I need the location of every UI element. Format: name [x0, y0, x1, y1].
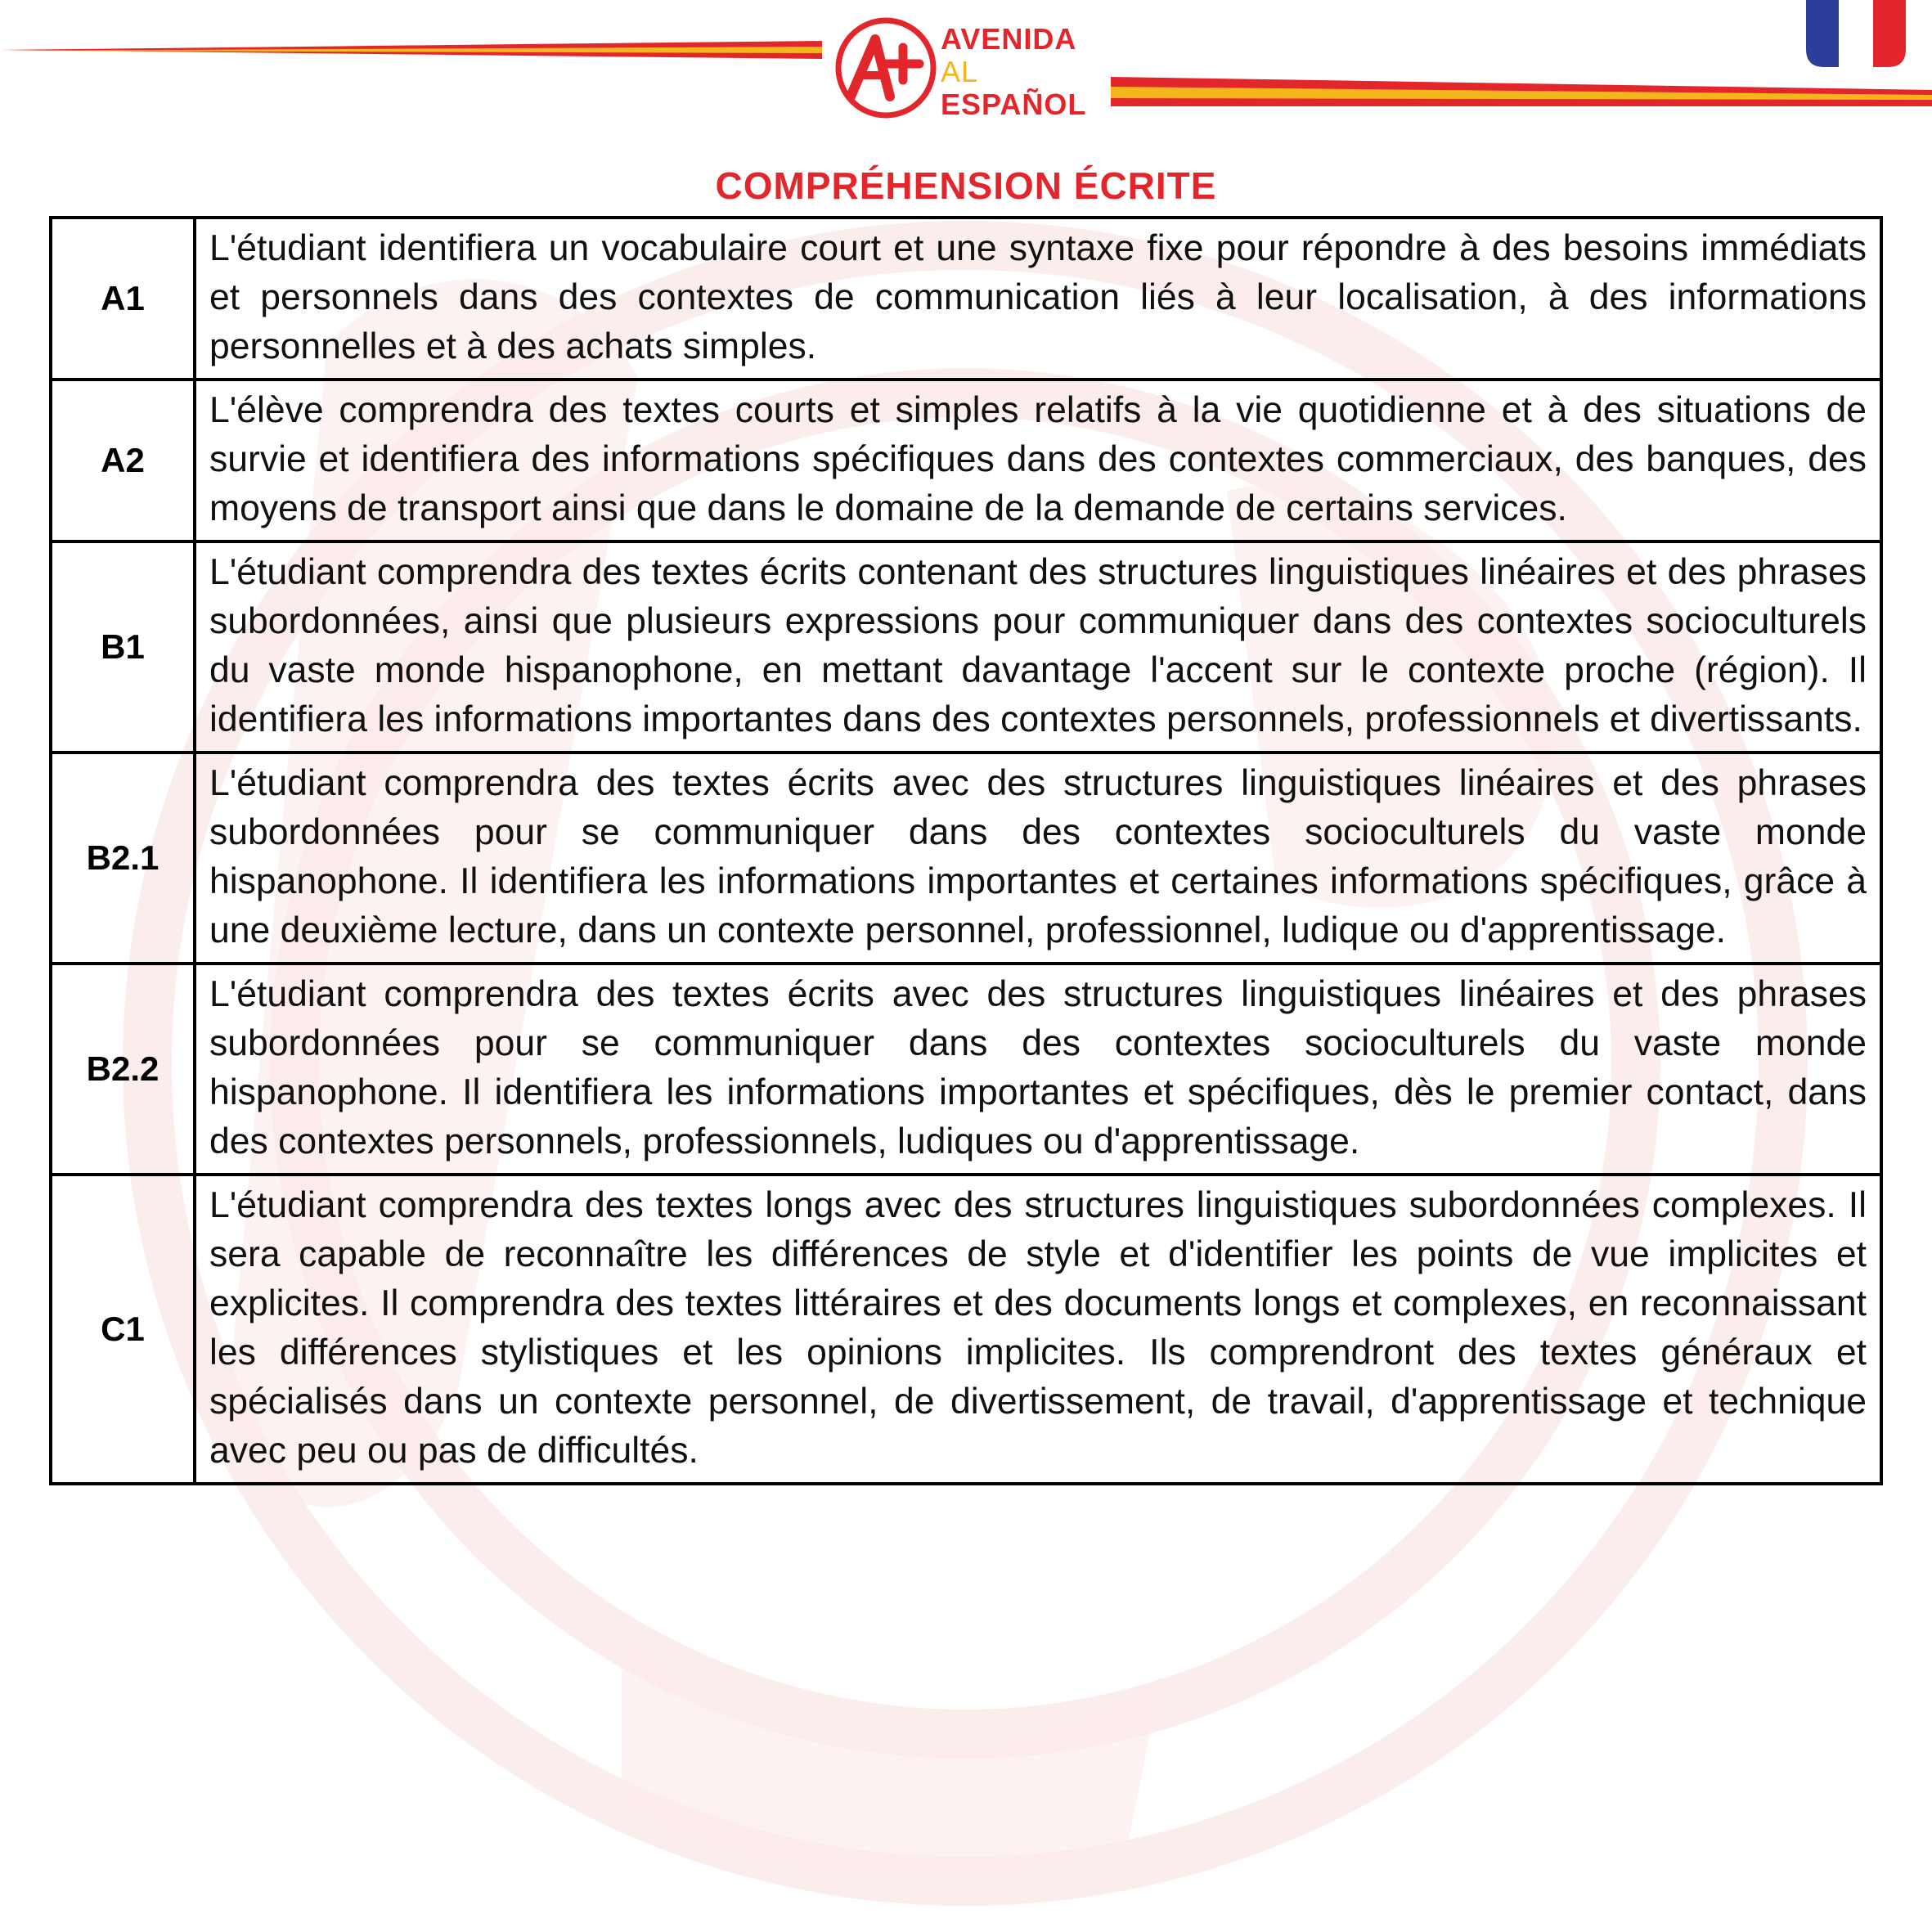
- table-row: [51, 218, 1881, 380]
- level-description: L'étudiant comprendra des textes écrits avec des structures linguistiques linéaires et des phrases subordonnées pour se communiquer dans des contextes socioculturels du vaste monde hispanophone. Il identifiera les informations importantes et spécifiques, dès le premier contact, dans des contextes personnels, professionnels, ludiques ou d'apprentissage.: [195, 964, 1881, 1175]
- table-row: [51, 753, 1881, 964]
- header-stripe-right: [1111, 75, 1932, 108]
- page-title: COMPRÉHENSION ÉCRITE: [715, 164, 1217, 207]
- brand-wordmark: [941, 23, 1086, 121]
- level-label: B1: [51, 541, 195, 753]
- header-stripe-left: [0, 39, 822, 61]
- level-description: L'étudiant comprendra des textes longs avec des structures linguistiques subordonnées complexes. Il sera capable de reconnaître les différences de style et d'identifier les points de vue implicites et explicites. Il comprendra des textes littéraires et des documents longs et complexes, en reconnaissant les différences stylistiques et les opinions implicites. Ils comprendront des textes généraux et spécialisés dans un contexte personnel, de divertissement, de travail, d'apprentissage et technique avec peu ou pas de difficultés.: [195, 1175, 1881, 1484]
- level-description: L'étudiant comprendra des textes écrits avec des structures linguistiques linéaires et des phrases subordonnées pour se communiquer dans des contextes socioculturels du vaste monde hispanophone. Il identifiera les informations importantes et certaines informations spécifiques, grâce à une deuxième lecture, dans un contexte personnel, professionnel, ludique ou d'apprentissage.: [195, 753, 1881, 964]
- table-row: [51, 1175, 1881, 1484]
- brand-line-2: AL: [941, 55, 979, 88]
- brand-logo[interactable]: [826, 8, 1121, 131]
- level-label: A1: [51, 218, 195, 380]
- level-description: L'étudiant identifiera un vocabulaire court et une syntaxe fixe pour répondre à des besoins immédiats et personnels dans des contextes de communication liés à leur localisation, à des informations personnelles et à des achats simples.: [195, 218, 1881, 380]
- brand-line-3: ESPAÑOL: [941, 88, 1087, 121]
- level-description: L'étudiant comprendra des textes écrits contenant des structures linguistiques linéaires et des phrases subordonnées, ainsi que plusieurs expressions pour communiquer dans des contextes socioculturels du vaste monde hispanophone, en mettant davantage l'accent sur le contexte proche (région). Il identifiera les informations importantes dans des contextes personnels, professionnels et divertissants.: [195, 541, 1881, 753]
- table-row: [51, 380, 1881, 541]
- level-label: B2.2: [51, 964, 195, 1175]
- france-flag-icon[interactable]: [1806, 0, 1906, 67]
- levels-table: [49, 216, 1883, 1485]
- a-plus-logo-icon: [833, 15, 939, 121]
- level-label: B2.1: [51, 753, 195, 964]
- table-row: [51, 964, 1881, 1175]
- level-label: A2: [51, 380, 195, 541]
- table-row: [51, 541, 1881, 753]
- level-label: C1: [51, 1175, 195, 1484]
- brand-line-1: AVENIDA: [941, 22, 1077, 56]
- level-description: L'élève comprendra des textes courts et simples relatifs à la vie quotidienne et à des situations de survie et identifiera des informations spécifiques dans des contextes commerciaux, des banques, des moyens de transport ainsi que dans le domaine de la demande de certains services.: [195, 380, 1881, 541]
- header: [0, 0, 1932, 139]
